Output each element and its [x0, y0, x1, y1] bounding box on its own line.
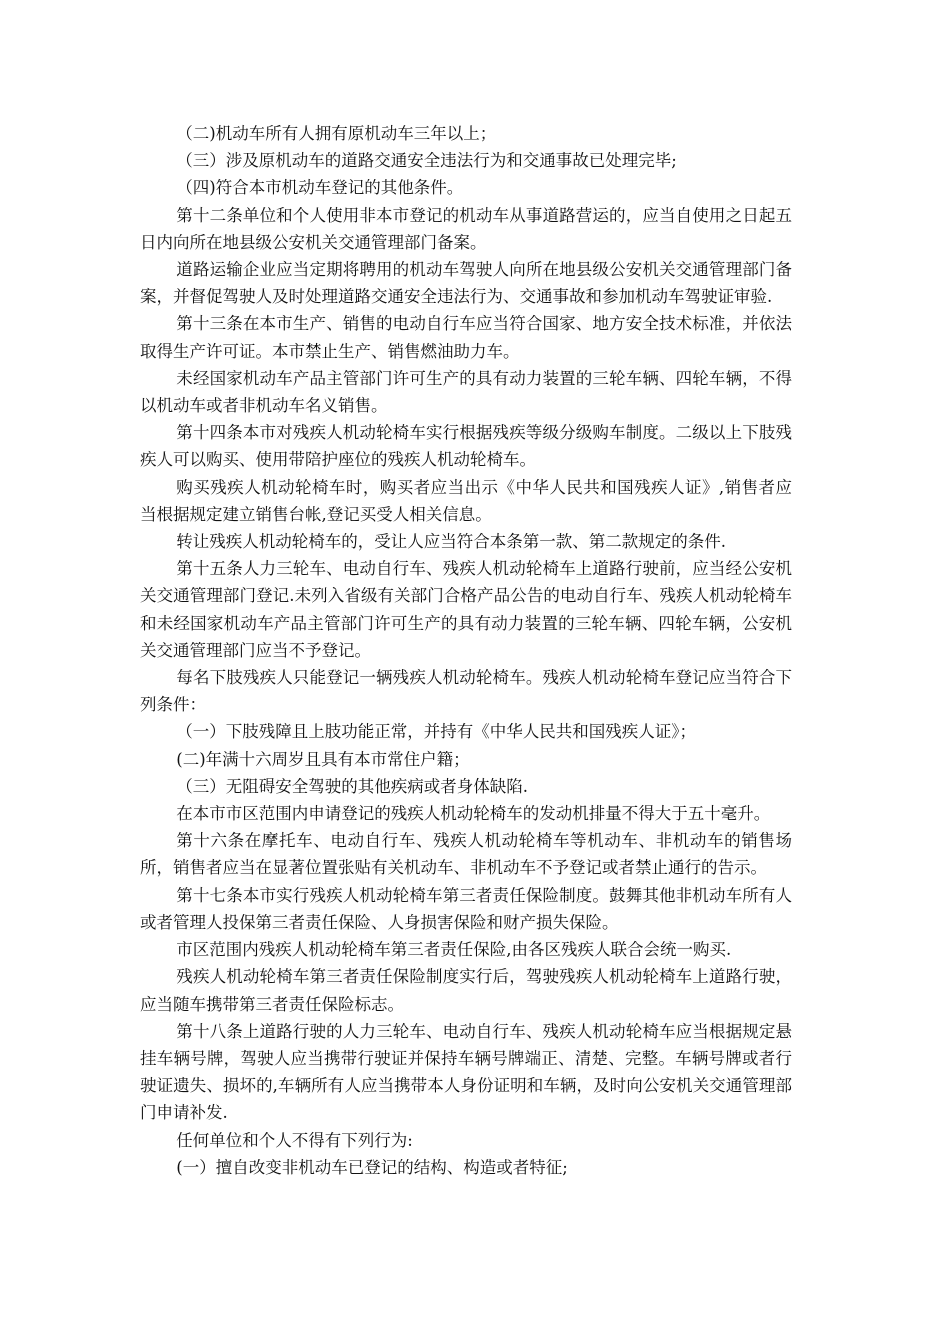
paragraph: 第十五条人力三轮车、电动自行车、残疾人机动轮椅车上道路行驶前，应当经公安机关交通管理部门登记.未列入省级有关部门合格产品公告的电动自行车、残疾人机动轮椅车和未经国家机动车产品主管部门许可生产的具有动力装置的三轮车辆、四轮车辆，公安机关交通管理部门应当不予登记。	[140, 559, 792, 660]
paragraph: (一）擅自改变非机动车已登记的结构、构造或者特征;	[176, 1157, 568, 1177]
paragraph: 残疾人机动轮椅车第三者责任保险制度实行后，驾驶残疾人机动轮椅车上道路行驶，应当随车携带第三者责任保险标志。	[140, 967, 792, 1014]
paragraph: 市区范围内残疾人机动轮椅车第三者责任保险,由各区残疾人联合会统一购买.	[176, 940, 732, 960]
paragraph: 每名下肢残疾人只能登记一辆残疾人机动轮椅车。残疾人机动轮椅车登记应当符合下列条件：	[140, 668, 792, 715]
paragraph: 第十八条上道路行驶的人力三轮车、电动自行车、残疾人机动轮椅车应当根据规定悬挂车辆号牌，驾驶人应当携带行驶证并保持车辆号牌端正、清楚、完整。车辆号牌或者行驶证遗失、损坏的,车辆所有人应当携带本人身份证明和车辆，及时向公安机关交通管理部门申请补发.	[140, 1021, 792, 1123]
paragraph: 第十七条本市实行残疾人机动轮椅车第三者责任保险制度。鼓舞其他非机动车所有人或者管理人投保第三者责任保险、人身损害保险和财产损失保险。	[140, 885, 792, 932]
paragraph: （二)机动车所有人拥有原机动车三年以上；	[176, 124, 497, 143]
paragraph: (二)年满十六周岁且具有本市常住户籍；	[176, 749, 470, 769]
paragraph: 购买残疾人机动轮椅车时，购买者应当出示《中华人民共和国残疾人证》,销售者应当根据规定建立销售台帐,登记买受人相关信息。	[140, 477, 792, 524]
paragraph: （四)符合本市机动车登记的其他条件。	[176, 178, 464, 198]
paragraph: 第十六条在摩托车、电动自行车、残疾人机动轮椅车等机动车、非机动车的销售场所，销售者应当在显著位置张贴有关机动车、非机动车不予登记或者禁止通行的告示。	[140, 831, 792, 878]
paragraph: 道路运输企业应当定期将聘用的机动车驾驶人向所在地县级公安机关交通管理部门备案，并督促驾驶人及时处理道路交通安全违法行为、交通事故和参加机动车驾驶证审验.	[140, 260, 792, 307]
paragraph: 第十四条本市对残疾人机动轮椅车实行根据残疾等级分级购车制度。二级以上下肢残疾人可以购买、使用带陪护座位的残疾人机动轮椅车。	[140, 423, 792, 470]
paragraph: （一）下肢残障且上肢功能正常，并持有《中华人民共和国残疾人证》；	[176, 722, 697, 742]
paragraph: （三）无阻碍安全驾驶的其他疾病或者身体缺陷.	[176, 776, 529, 796]
paragraph: 转让残疾人机动轮椅车的，受让人应当符合本条第一款、第二款规定的条件.	[176, 532, 727, 552]
paragraph: （三）涉及原机动车的道路交通安全违法行为和交通事故已处理完毕;	[176, 151, 677, 171]
paragraph: 第十二条单位和个人使用非本市登记的机动车从事道路营运的，应当自使用之日起五日内向所在地县级公安机关交通管理部门备案。	[140, 205, 792, 252]
paragraph: 未经国家机动车产品主管部门许可生产的具有动力装置的三轮车辆、四轮车辆，不得以机动车或者非机动车名义销售。	[140, 368, 792, 416]
document-body	[140, 120, 792, 1181]
paragraph: 任何单位和个人不得有下列行为:	[176, 1130, 413, 1150]
paragraph: 第十三条在本市生产、销售的电动自行车应当符合国家、地方安全技术标准，并依法取得生产许可证。本市禁止生产、销售燃油助力车。	[140, 314, 792, 361]
paragraph: 在本市市区范围内申请登记的残疾人机动轮椅车的发动机排量不得大于五十毫升。	[176, 804, 771, 824]
